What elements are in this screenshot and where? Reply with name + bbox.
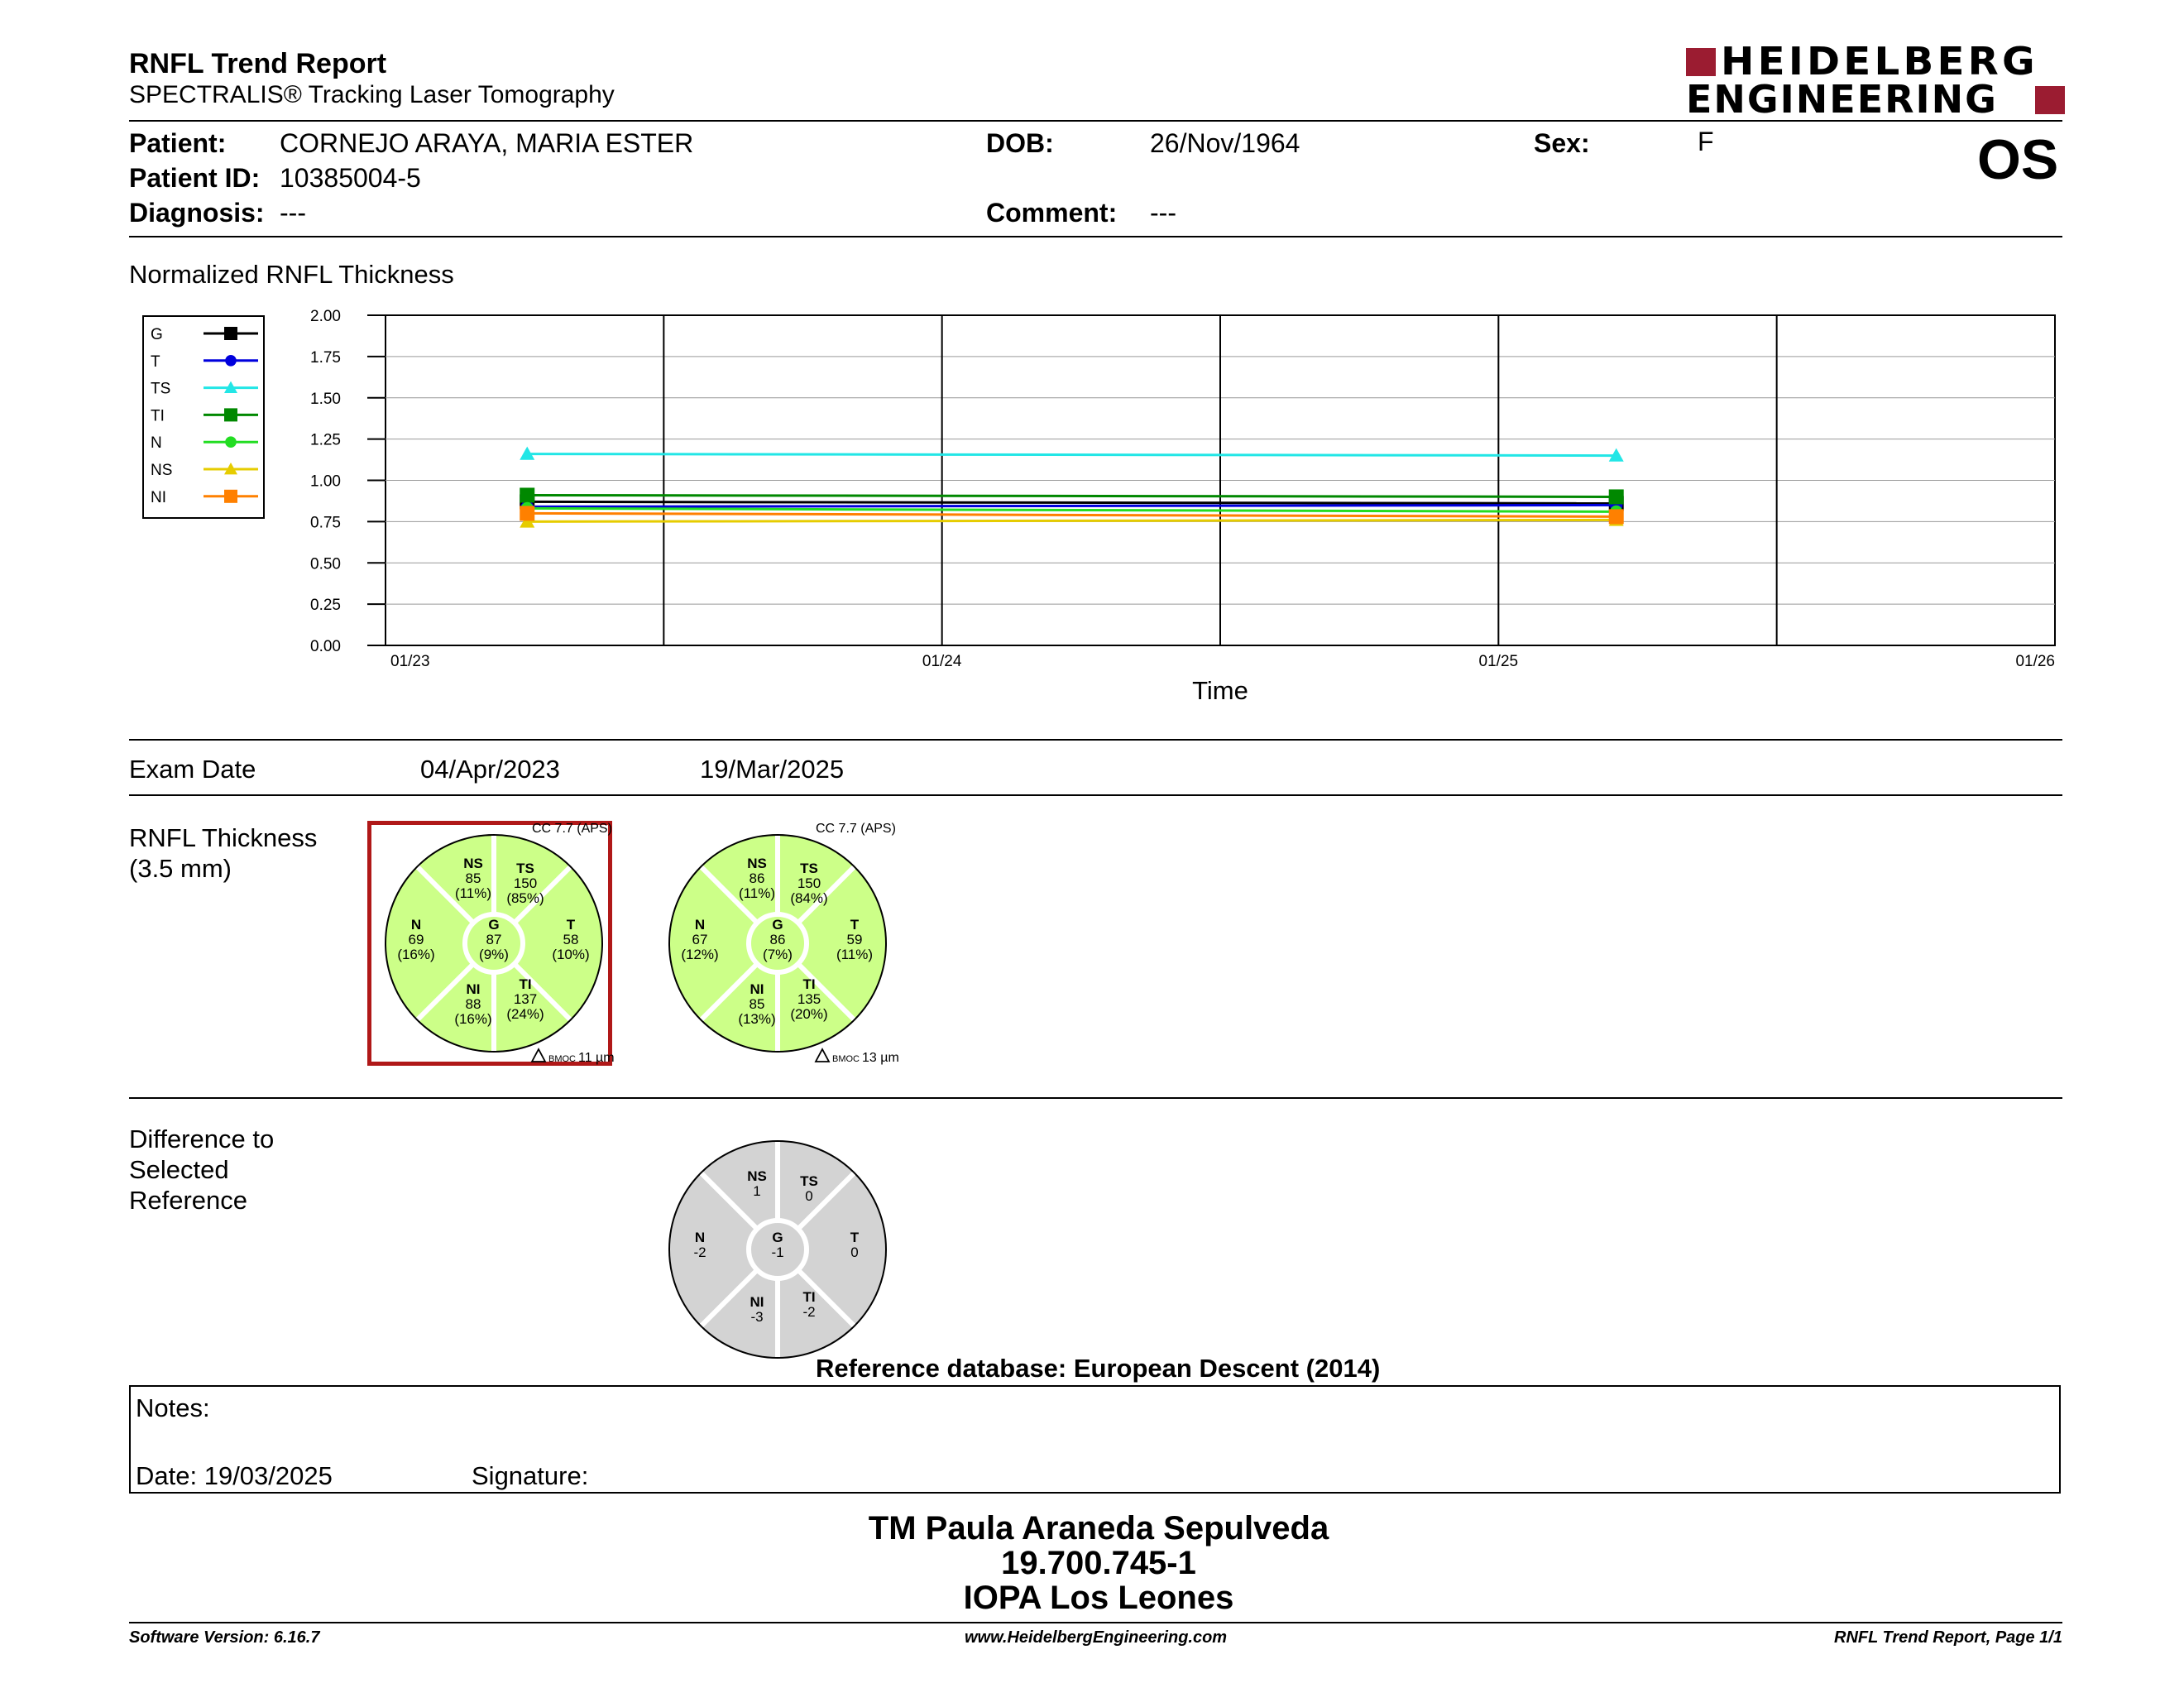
bmoc-value: 11 µm [578,1051,615,1065]
difference-label-line2: Selected [129,1155,229,1184]
comment-value: --- [1150,198,1176,228]
sector-label-t: T [566,917,576,933]
sector-label-n: N [694,917,706,933]
dob-label: DOB: [986,128,1054,158]
sector-value-ts: 0 [805,1188,813,1204]
sector-pct-g: (7%) [763,947,793,962]
cc-quality-label: CC 7.7 (APS) [816,822,896,836]
thickness-divider [129,1097,2062,1099]
x-tick-label: 01/25 [1478,653,1519,670]
sector-pct-ts: (85%) [506,890,544,906]
diagnosis-label: Diagnosis: [129,198,265,228]
sector-pct-ni: (13%) [738,1011,776,1027]
sector-value-g: -1 [771,1244,784,1260]
cc-quality-label: CC 7.7 (APS) [532,822,612,836]
sector-value-n: -2 [693,1244,706,1260]
sector-label-ns: NS [747,1168,767,1184]
legend-label: TS [151,380,171,398]
page-number: RNFL Trend Report, Page 1/1 [1834,1628,2062,1647]
x-tick-label: 01/24 [922,653,962,670]
sector-label-ts: TS [800,861,818,876]
y-tick-label: 2.00 [310,308,341,325]
bmoc-label: BMOC [832,1054,860,1064]
legend-label: N [151,434,162,453]
sector-label-n: N [410,917,422,933]
rnfl-thickness-label-line1: RNFL Thickness [129,823,318,852]
y-tick-label: 0.25 [310,597,341,615]
sector-value-ni: 85 [749,996,765,1012]
sector-pct-t: (10%) [552,947,590,962]
sector-value-ns: 85 [465,870,481,886]
delta-icon [816,1049,829,1062]
y-tick-label: 1.00 [310,472,341,491]
diagnosis-value: --- [280,198,306,228]
difference-label [129,1124,274,1216]
signer-block [0,1511,2184,1615]
logo-word-top: HEIDELBERG [1721,39,2038,84]
sector-label-ni: NI [466,981,481,997]
eye-indicator: OS [1977,128,2059,191]
patient-id: 10385004-5 [280,163,421,193]
sector-pct-t: (11%) [836,947,874,962]
report-subtitle: SPECTRALIS® Tracking Laser Tomography [129,81,615,108]
difference-label-line3: Reference [129,1186,248,1215]
sector-value-t: 0 [850,1244,859,1260]
sector-value-g: 87 [486,932,502,947]
sector-label-t: T [850,1230,860,1245]
dob-value: 26/Nov/1964 [1150,128,1300,158]
sector-value-n: 69 [408,932,424,947]
exam-date-1: 04/Apr/2023 [420,755,560,784]
y-tick-label: 0.00 [310,638,341,655]
sector-value-g: 86 [769,932,786,947]
difference-circle [669,1141,886,1358]
software-version: Software Version: 6.16.7 [129,1628,320,1647]
sector-value-ni: 88 [465,996,481,1012]
logo-word-bottom: ENGINEERING [1686,77,1998,122]
sector-value-ti: 137 [513,991,538,1007]
sector-pct-ns: (11%) [454,885,492,901]
sector-value-ns: 86 [749,870,765,886]
website-link[interactable]: www.HeidelbergEngineering.com [965,1628,1228,1647]
delta-icon [532,1049,545,1062]
x-tick-label: 01/23 [390,653,430,670]
sector-pct-ts: (84%) [790,890,828,906]
patient-id-label: Patient ID: [129,163,261,193]
signer-rut: 19.700.745-1 [1001,1545,1196,1581]
signer-institution: IOPA Los Leones [963,1580,1234,1616]
difference-label-line1: Difference to [129,1125,275,1153]
sector-label-n: N [694,1230,706,1245]
notes-label: Notes: [136,1393,210,1422]
x-axis-label: Time [1192,676,1248,705]
sector-pct-ns: (11%) [738,885,776,901]
bmoc-label: BMOC [548,1054,576,1064]
sector-pct-ni: (16%) [454,1011,492,1027]
sector-label-ts: TS [800,1173,818,1189]
rnfl-thickness-label-line2: (3.5 mm) [129,854,232,883]
sector-label-g: G [772,917,783,933]
sector-pct-g: (9%) [479,947,509,962]
y-tick-label: 1.50 [310,390,341,408]
sector-value-n: 67 [692,932,708,947]
bmoc-value: 13 µm [862,1051,899,1065]
sector-label-g: G [488,917,500,933]
sector-value-ti: 135 [797,991,821,1007]
sector-label-ti: TI [802,976,816,992]
exam-date-label: Exam Date [129,755,256,784]
sex-label: Sex: [1534,128,1590,158]
sector-value-ti: -2 [802,1304,816,1320]
patient-name-label: Patient: [129,128,227,158]
footer-divider [129,1622,2062,1623]
reference-database: Reference database: European Descent (2014) [816,1354,1381,1383]
sector-label-t: T [850,917,860,933]
y-tick-label: 0.50 [310,555,341,573]
sector-label-ni: NI [750,981,764,997]
legend-label: G [151,326,163,343]
sector-pct-n: (12%) [681,947,719,962]
sector-value-ts: 150 [797,875,821,891]
signer-name: TM Paula Araneda Sepulveda [868,1510,1329,1547]
legend-label: TI [151,407,165,425]
sector-value-ni: -3 [750,1309,764,1325]
rnfl-circle-exam-1 [386,835,602,1052]
legend-label: T [151,352,160,371]
patient-name: CORNEJO ARAYA, MARIA ESTER [280,128,694,158]
y-tick-label: 1.25 [310,431,341,449]
sector-pct-ti: (24%) [506,1006,544,1022]
x-tick-label: 01/26 [2015,653,2055,670]
sector-pct-ti: (20%) [790,1006,828,1022]
y-tick-label: 1.75 [310,348,341,367]
sector-value-t: 59 [846,932,863,947]
sex-value: F [1698,127,1714,156]
sector-pct-n: (16%) [397,947,435,962]
sector-value-t: 58 [563,932,579,947]
report-title: RNFL Trend Report [129,48,387,79]
legend-label: NI [151,488,166,506]
sector-label-ti: TI [519,976,532,992]
notes-date: Date: 19/03/2025 [136,1461,333,1490]
rnfl-circle-exam-2 [669,835,886,1052]
notes-signature: Signature: [472,1461,589,1490]
exam-date-2: 19/Mar/2025 [700,755,845,784]
sector-label-ns: NS [747,856,767,871]
sector-value-ts: 150 [513,875,538,891]
legend-label: NS [151,462,173,479]
sector-label-ni: NI [750,1294,764,1310]
sector-label-ti: TI [802,1289,816,1305]
y-tick-label: 0.75 [310,514,341,532]
notes-box[interactable] [129,1385,2061,1494]
sector-value-ns: 1 [753,1183,761,1199]
sector-label-g: G [772,1230,783,1245]
sector-label-ts: TS [516,861,534,876]
comment-label: Comment: [986,198,1118,228]
sector-label-ns: NS [463,856,483,871]
chart-title: Normalized RNFL Thickness [129,260,454,289]
